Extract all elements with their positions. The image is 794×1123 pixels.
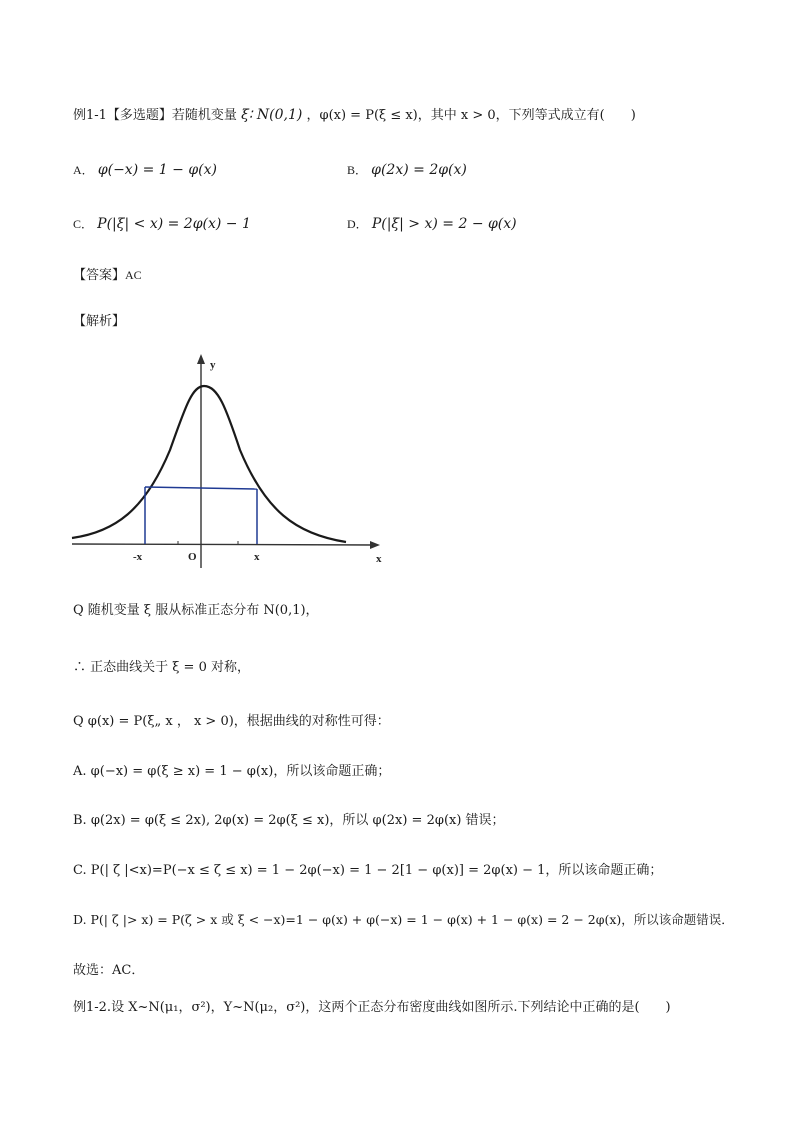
option-d-expr: P(|ξ| > x) = 2 − φ(x) [371, 216, 517, 232]
option-d [347, 214, 517, 235]
top-horizontal [145, 487, 257, 489]
phi-definition: ，φ(x) = P(ξ ≤ x)，其中 x > 0，下列等式成立有( ) [306, 108, 636, 123]
option-c-label: C． [73, 217, 94, 231]
option-a-label: A． [73, 163, 94, 177]
next-question: 例1-2.设 X~N(μ₁，σ²)，Y~N(μ₂，σ²)，这两个正态分布密度曲线如图所示.下列结论中正确的是( ) [73, 1000, 671, 1015]
option-c-expr: P(|ξ| < x) = 2φ(x) − 1 [97, 216, 251, 232]
solution-line-7: D. P(| ζ |> x) = P(ζ > x 或 ξ < −x)=1 − φ(x) + φ(−x) = 1 − φ(x) + 1 − φ(x) = 2 − 2φ(x)，所以该命题错误． [73, 912, 734, 927]
x-axis [72, 544, 376, 545]
question-stem [73, 105, 636, 126]
option-b-expr: φ(2x) = 2φ(x) [371, 162, 467, 178]
question-label: 例1-1【多选题】若随机变量 [73, 108, 237, 123]
solution-line-5: B. φ(2x) = φ(ξ ≤ 2x), 2φ(x) = 2φ(ξ ≤ x)，所以 φ(2x) = 2φ(x) 错误； [73, 813, 505, 828]
bell-curve [72, 386, 346, 542]
option-a-expr: φ(−x) = 1 − φ(x) [97, 162, 217, 178]
option-c [73, 214, 251, 235]
answer-label: 【答案】 [73, 268, 126, 283]
solution-line-3: Q φ(x) = P(ξ„ x ， x > 0)，根据曲线的对称性可得： [73, 714, 390, 729]
answer-value: AC [125, 268, 142, 282]
xi-distribution: ξ∶ N(0,1) [241, 107, 303, 123]
solution-line-1: Q 随机变量 ξ 服从标准正态分布 N(0,1)， [73, 603, 319, 618]
x-axis-arrow [370, 541, 380, 549]
pos-x-label: x [254, 551, 260, 563]
option-a [73, 160, 217, 181]
solution-line-8: 故选：AC． [73, 963, 145, 978]
neg-x-label: -x [133, 551, 143, 563]
solution-line-2: ∴ 正态曲线关于 ξ = 0 对称， [73, 660, 250, 675]
y-axis-label: y [210, 359, 216, 371]
y-axis-arrow [197, 354, 205, 364]
option-d-label: D． [347, 217, 368, 231]
analysis-label: 【解析】 [73, 314, 126, 329]
x-axis-label: x [376, 553, 382, 565]
solution-line-4: A. φ(−x) = φ(ξ ≥ x) = 1 − φ(x)，所以该命题正确； [73, 764, 391, 779]
origin-label: O [188, 551, 197, 563]
option-b [347, 160, 467, 181]
normal-curve-figure [70, 350, 390, 572]
solution-line-6: C. P(| ζ |<x)=P(−x ≤ ζ ≤ x) = 1 − 2φ(−x) = 1 − 2[1 − φ(x)] = 2φ(x) − 1，所以该命题正确； [73, 863, 663, 878]
answer-line [73, 265, 142, 286]
option-b-label: B． [347, 163, 368, 177]
